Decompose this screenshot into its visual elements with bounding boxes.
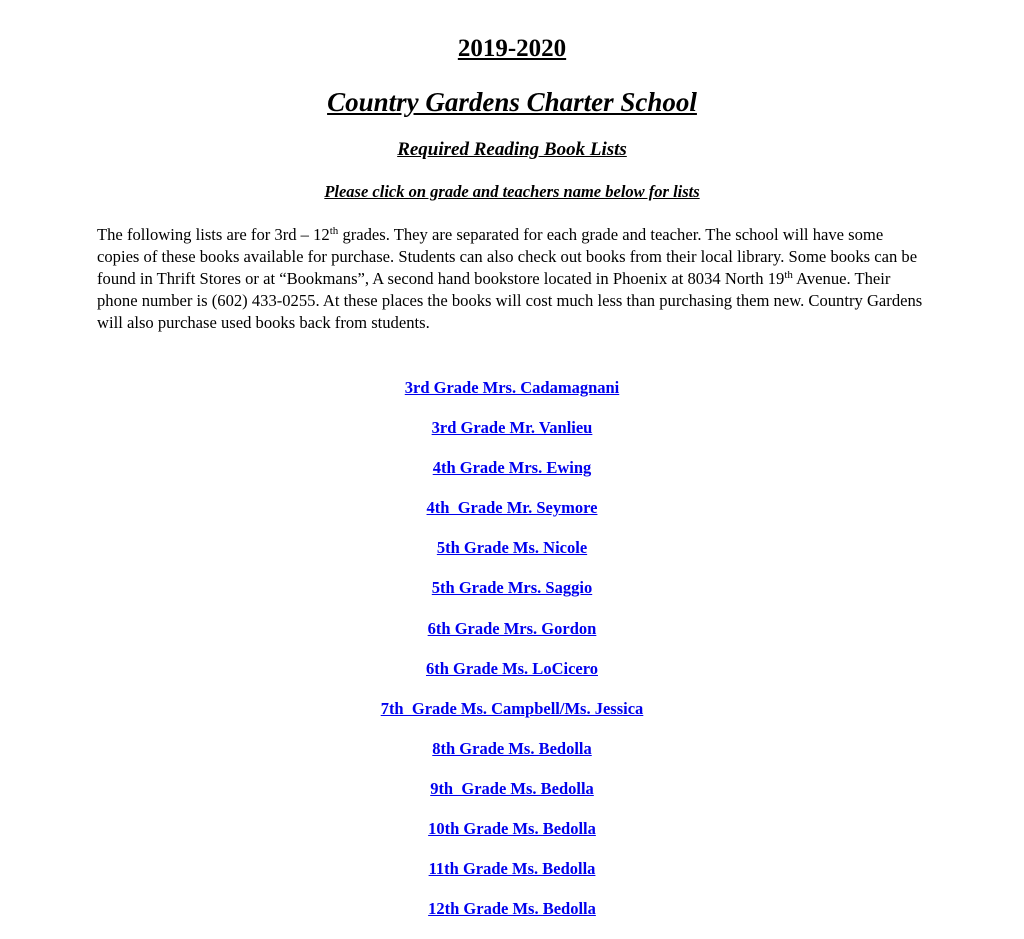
list-item [0, 418, 1024, 458]
school-year-heading: 2019-2020 [457, 35, 567, 62]
list-item [0, 498, 1024, 538]
grade-link[interactable]: 6th Grade Mrs. Gordon [427, 618, 597, 638]
intro-text-part2: grades. They are separated for each grade and teacher. The school will have some copies of these books available for purchase. Students can also check out books from their local library. Some books can be found in Thrift Stores or at “Bookmans”, A second hand bookstore located in Phoenix at 8034 North 19 [97, 225, 918, 288]
school-name-heading: Country Gardens Charter School [327, 87, 697, 117]
list-item [0, 859, 1024, 899]
list-item [0, 739, 1024, 779]
grade-link[interactable]: 7th Grade Ms. Campbell/Ms. Jessica [380, 698, 644, 718]
intro-text-part1: The following lists are for 3rd – 12 [97, 225, 330, 244]
reading-lists-heading: Required Reading Book Lists [397, 139, 627, 160]
list-item [0, 779, 1024, 819]
grade-link[interactable]: 10th Grade Ms. Bedolla [428, 819, 596, 839]
grade-link[interactable]: 9th Grade Ms. Bedolla [430, 778, 594, 798]
intro-text-part3: Avenue. Their phone number is (602) 433-0255. At these places the books will cost much less than purchasing them new. Country Gardens will also purchase used books back from students. [97, 269, 923, 332]
list-item [0, 899, 1024, 939]
list-item [0, 619, 1024, 659]
grade-link[interactable]: 4th Grade Mr. Seymore [426, 498, 598, 518]
list-item [0, 578, 1024, 618]
intro-superscript-1: th [329, 225, 339, 237]
grade-link[interactable]: 3rd Grade Mr. Vanlieu [431, 418, 593, 438]
list-item [0, 458, 1024, 498]
grade-link[interactable]: 8th Grade Ms. Bedolla [432, 738, 592, 758]
list-item [0, 819, 1024, 859]
list-item [0, 699, 1024, 739]
grade-link[interactable]: 5th Grade Ms. Nicole [436, 538, 588, 558]
list-item [0, 538, 1024, 578]
intro-paragraph [97, 224, 927, 334]
grade-link-list [0, 378, 1024, 939]
grade-link[interactable]: 3rd Grade Mrs. Cadamagnani [404, 378, 620, 397]
list-item [0, 378, 1024, 418]
grade-link[interactable]: 11th Grade Ms. Bedolla [428, 859, 596, 879]
grade-link[interactable]: 5th Grade Mrs. Saggio [431, 578, 593, 598]
intro-superscript-2: th [784, 269, 793, 281]
list-item [0, 659, 1024, 699]
grade-link[interactable]: 12th Grade Ms. Bedolla [428, 899, 596, 919]
grade-link[interactable]: 6th Grade Ms. LoCicero [425, 658, 598, 678]
grade-link[interactable]: 4th Grade Mrs. Ewing [432, 458, 592, 478]
instruction-heading: Please click on grade and teachers name below for lists [324, 182, 700, 201]
